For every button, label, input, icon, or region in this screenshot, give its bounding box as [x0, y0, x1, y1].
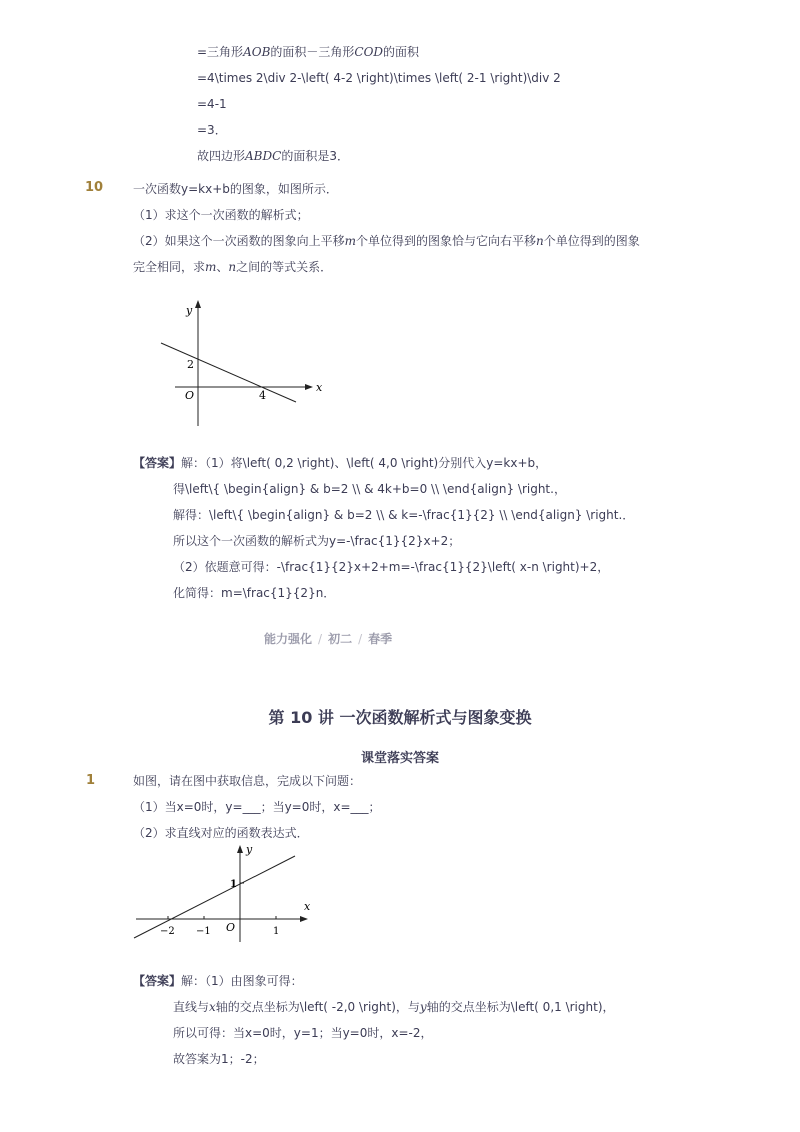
q1-x-axis-arrow: [300, 916, 308, 922]
continuation-line-5: 故四边形ABDC的面积是3．: [197, 149, 349, 163]
q10-answer-line-6: 化简得：m=\frac{1}{2}n．: [173, 586, 336, 600]
q1-answer-line-2: 直线与x轴的交点坐标为\left( -2,0 \right)，与y轴的交点坐标为\left( 0,1 \right)，: [173, 1000, 615, 1014]
q1-answer-line-4: 故答案为1；-2；: [173, 1052, 265, 1066]
continuation-line-4: =3．: [197, 123, 227, 137]
continuation-line-2: =4\times 2\div 2-\left( 4-2 \right)\times \left( 2-1 \right)\div 2: [197, 71, 561, 85]
q1-part1: （1）当x=0时，y=___；当y=0时，x=___；: [133, 800, 381, 814]
q1-tick-neg1-label: −1: [196, 926, 211, 937]
section-title: 课堂落实答案: [360, 751, 439, 766]
q1-function-line: [134, 856, 295, 938]
q1-y-axis-arrow: [237, 845, 243, 853]
continuation-line-1: =三角形AOB的面积－三角形COD的面积: [197, 45, 420, 59]
q10-stem: 一次函数y=kx+b的图象，如图所示．: [133, 182, 338, 196]
q10-x-label: x: [316, 381, 323, 394]
q1-y-label: y: [246, 843, 253, 856]
q10-y-intercept-label: 2: [187, 358, 194, 371]
q1-part2: （2）求直线对应的函数表达式．: [133, 826, 309, 840]
lecture-title: 第 10 讲 一次函数解析式与图象变换: [268, 708, 532, 727]
q1-origin-label: O: [226, 921, 236, 934]
question-number-1: 1: [86, 773, 96, 788]
q1-x-label: x: [304, 900, 311, 913]
page-footer: 能力强化 / 初二 / 春季: [264, 632, 393, 646]
q10-answer-line-1: 【答案】解：（1）将\left( 0,2 \right)、\left( 4,0 \right)分别代入y=kx+b，: [133, 456, 548, 470]
q10-origin-label: O: [185, 389, 195, 402]
q1-answer-line-1: 【答案】解：（1）由图象可得：: [133, 974, 303, 988]
q10-line-graph: [155, 298, 330, 433]
q10-answer-line-5: （2）依题意可得：-\frac{1}{2}x+2+m=-\frac{1}{2}\left( x-n \right)+2，: [173, 560, 610, 574]
q10-x-intercept-label: 4: [259, 389, 266, 402]
q10-y-axis-arrow: [195, 300, 201, 308]
q10-y-label: y: [186, 304, 193, 317]
answer-tag: 【答案】: [133, 974, 182, 988]
q1-line-graph: [130, 842, 320, 947]
q10-part2-continued: 完全相同，求m、n之间的等式关系．: [133, 260, 333, 274]
q10-x-axis-arrow: [305, 384, 313, 390]
q1-stem: 如图，请在图中获取信息，完成以下问题：: [133, 774, 362, 788]
q10-part1: （1）求这个一次函数的解析式；: [133, 208, 309, 222]
continuation-line-3: =4-1: [197, 97, 227, 111]
q1-tick-neg2-label: −2: [160, 926, 175, 937]
question-number-10: 10: [85, 180, 104, 195]
q1-y-tick-1-label: 1: [230, 879, 237, 890]
q10-answer-line-3: 解得：\left\{ \begin{align} & b=2 \\ & k=-\frac{1}{2} \\ \end{align} \right.．: [173, 508, 635, 522]
q1-answer-line-3: 所以可得：当x=0时，y=1；当y=0时，x=-2，: [173, 1026, 433, 1040]
q10-function-line: [161, 343, 296, 402]
q1-tick-1-label: 1: [273, 926, 280, 937]
answer-tag: 【答案】: [133, 456, 182, 470]
q10-answer-line-4: 所以这个一次函数的解析式为y=-\frac{1}{2}x+2；: [173, 534, 461, 548]
q10-part2: （2）如果这个一次函数的图象向上平移m个单位得到的图象恰与它向右平移n个单位得到的图象: [133, 234, 640, 248]
q10-answer-line-2: 得\left\{ \begin{align} & b=2 \\ & 4k+b=0 \\ \end{align} \right.，: [173, 482, 566, 496]
